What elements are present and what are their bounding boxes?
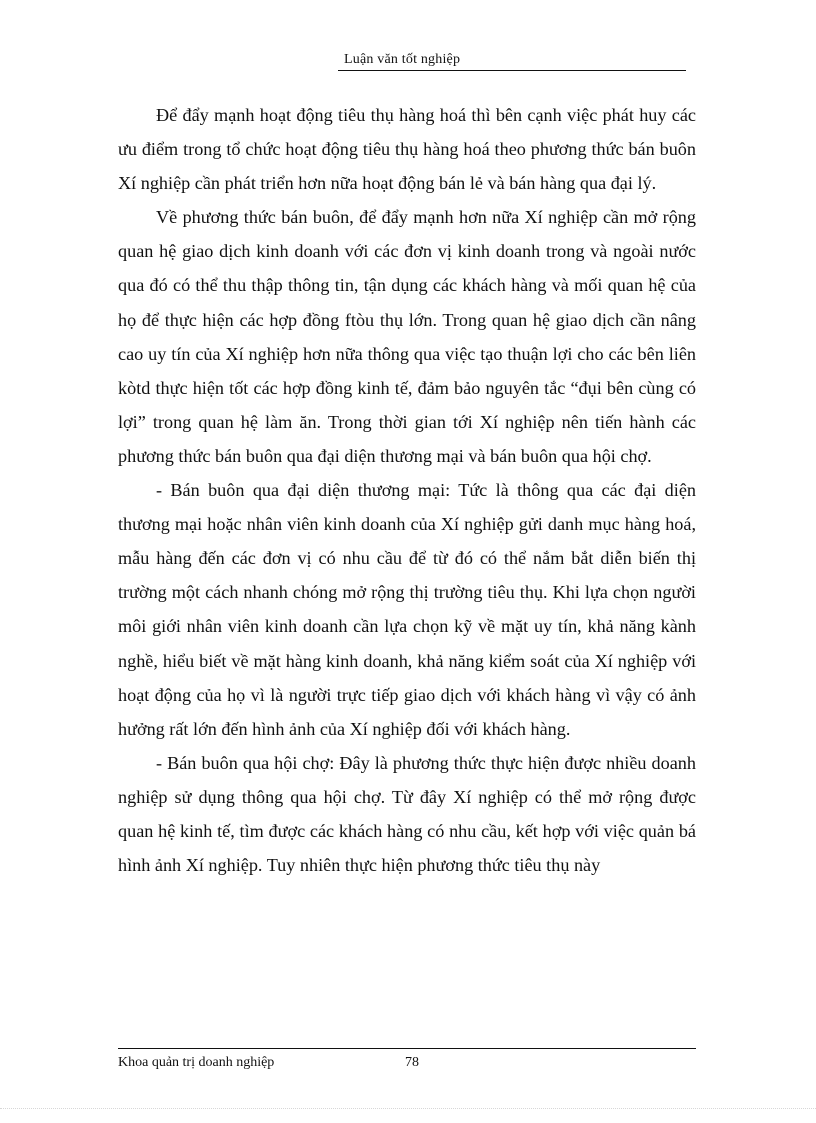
footer-page-number: 78 [405,1055,419,1070]
paragraph-3: - Bán buôn qua đại diện thương mại: Tức là thông qua các đại diện thương mại hoặc nhân viên kinh doanh của Xí nghiệp gửi danh mục hàng hoá, mẫu hàng đến các đơn vị có nhu cầu để từ đó có thể nắm bắt diễn biến thị trường một cách nhanh chóng mở rộng thị trường tiêu thụ. Khi lựa chọn người môi giới nhân viên kinh doanh cần lựa chọn kỹ về mặt uy tín, khả năng kành nghề, hiểu biết về mặt hàng kinh doanh, khả năng kiểm soát của Xí nghiệp với hoạt động của họ vì là người trực tiếp giao dịch với khách hàng vì vậy có ảnh hưởng rất lớn đến hình ảnh của Xí nghiệp đối với khách hàng. [118,480,696,739]
paragraph-4: - Bán buôn qua hội chợ: Đây là phương thức thực hiện được nhiều doanh nghiệp sử dụng thông qua hội chợ. Từ đây Xí nghiệp có thể mở rộng được quan hệ kinh tế, tìm được các khách hàng có nhu cầu, kết hợp với việc quản bá hình ảnh Xí nghiệp. Tuy nhiên thực hiện phương thức tiêu thụ này [118,752,696,876]
paragraph-2: Về phương thức bán buôn, để đẩy mạnh hơn nữa Xí nghiệp cần mở rộng quan hệ giao dịch kinh doanh với các đơn vị kinh doanh trong và ngoài nước qua đó có thể thu thập thông tin, tận dụng các khách hàng và mối quan hệ của họ để thực hiện các hợp đồng ftòu thụ lớn. Trong quan hệ giao dịch cần nâng cao uy tín của Xí nghiệp hơn nữa thông qua việc tạo thuận lợi cho các bên liên kòtd thực hiện tốt các hợp đồng kinh tế, đảm bảo nguyên tắc “đụi bên cùng có lợi” trong quan hệ làm ăn. Trong thời gian tới Xí nghiệp nên tiến hành các phương thức bán buôn qua đại diện thương mại và bán buôn qua hội chợ. [118,207,696,466]
page-header [338,50,686,71]
header-title: Luận văn tốt nghiệp [344,52,461,67]
paragraph-1: Để đẩy mạnh hoạt động tiêu thụ hàng hoá thì bên cạnh việc phát huy các ưu điểm trong tổ chức hoạt động tiêu thụ hàng hoá theo phương thức bán buôn Xí nghiệp cần phát triển hơn nữa hoạt động bán lẻ và bán hàng qua đại lý. [118,105,696,194]
page-edge-divider [0,1108,816,1109]
footer-department: Khoa quản trị doanh nghiệp [118,1055,275,1070]
footer-rule [118,1048,696,1049]
body-text [118,98,696,882]
